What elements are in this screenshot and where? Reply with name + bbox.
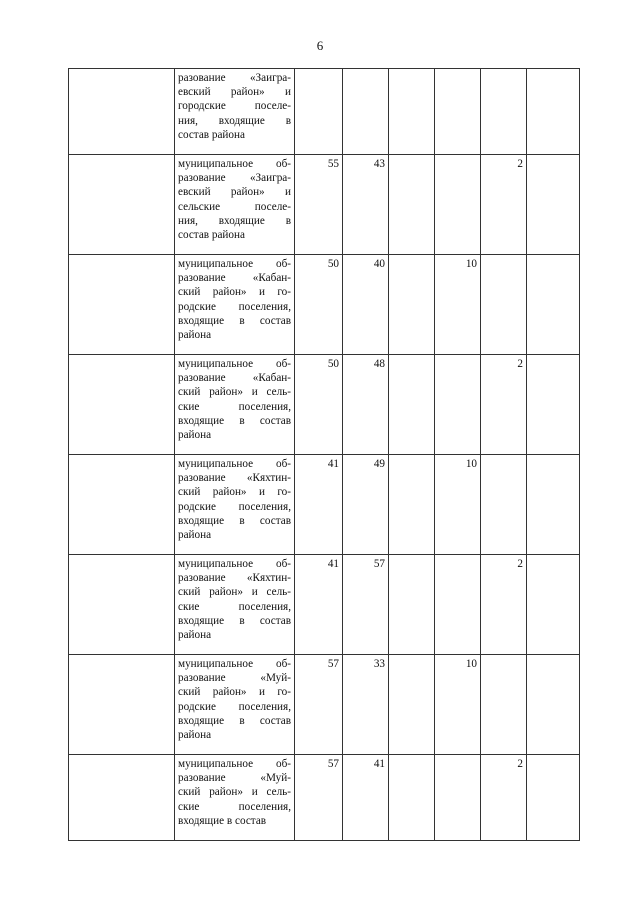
description-line: евский район» и [178, 186, 291, 199]
description-line: городские поселе- [178, 100, 291, 113]
description-line: разование «Заигра- [178, 72, 291, 84]
value-cell-c1: 57 [295, 655, 343, 755]
value-cell-c1: 50 [295, 255, 343, 355]
description-line: родские поселения, [178, 300, 291, 313]
description-line: родские поселения, [178, 700, 291, 713]
table-row [69, 255, 580, 355]
value-cell-c3 [389, 69, 435, 155]
value-cell-c2: 57 [343, 555, 389, 655]
value-cell-c4 [435, 755, 481, 841]
value-cell-c1: 57 [295, 755, 343, 841]
empty-cell [69, 255, 175, 355]
value-cell-c4 [435, 155, 481, 255]
allocation-table [68, 68, 580, 841]
table-row [69, 755, 580, 841]
description-line: муниципальное об- [178, 558, 291, 570]
description-line: муниципальное об- [178, 258, 291, 270]
description-line: входящие в состав [178, 814, 267, 827]
value-cell-c6 [527, 255, 580, 355]
description-line: евский район» и [178, 86, 291, 99]
value-cell-c3 [389, 755, 435, 841]
municipality-description [175, 155, 295, 255]
description-line: состав района [178, 229, 245, 242]
municipality-description [175, 655, 295, 755]
value-cell-c3 [389, 355, 435, 455]
value-cell-c2: 41 [343, 755, 389, 841]
value-cell-c3 [389, 155, 435, 255]
value-cell-c5: 2 [481, 155, 527, 255]
description-line: муниципальное об- [178, 658, 291, 670]
description-line: района [178, 629, 212, 642]
description-line: ский район» и сель- [178, 786, 291, 799]
municipality-description [175, 555, 295, 655]
description-line: района [178, 429, 212, 442]
table-row [69, 555, 580, 655]
value-cell-c6 [527, 355, 580, 455]
description-line: входящие в состав [178, 514, 291, 527]
description-line: района [178, 329, 212, 342]
empty-cell [69, 155, 175, 255]
description-line: ния, входящие в [178, 114, 291, 127]
table-row [69, 455, 580, 555]
value-cell-c1: 55 [295, 155, 343, 255]
empty-cell [69, 555, 175, 655]
description-line: ский район» и го- [178, 686, 291, 699]
value-cell-c5: 2 [481, 555, 527, 655]
empty-cell [69, 755, 175, 841]
empty-cell [69, 655, 175, 755]
value-cell-c5 [481, 255, 527, 355]
description-line: ские поселения, [178, 600, 291, 613]
description-line: разование «Кабан- [178, 372, 291, 385]
value-cell-c6 [527, 455, 580, 555]
value-cell-c5 [481, 455, 527, 555]
value-cell-c2: 40 [343, 255, 389, 355]
description-line: ский район» и сель- [178, 386, 291, 399]
description-line: разование «Кяхтин- [178, 572, 291, 585]
value-cell-c3 [389, 655, 435, 755]
table-row [69, 69, 580, 155]
description-line: разование «Заигра- [178, 172, 291, 185]
table-row [69, 655, 580, 755]
description-line: входящие в состав [178, 714, 291, 727]
municipality-description [175, 755, 295, 841]
value-cell-c2 [343, 69, 389, 155]
description-line: ский район» и го- [178, 486, 291, 499]
value-cell-c1: 50 [295, 355, 343, 455]
page-number: 6 [316, 38, 324, 53]
description-line: разование «Кяхтин- [178, 472, 291, 485]
description-line: ния, входящие в [178, 214, 291, 227]
description-line: муниципальное об- [178, 358, 291, 370]
description-line: ские поселения, [178, 400, 291, 413]
description-line: входящие в состав [178, 614, 291, 627]
municipality-description [175, 69, 295, 155]
table-body [69, 69, 580, 841]
value-cell-c1 [295, 69, 343, 155]
description-line: ский район» и сель- [178, 586, 291, 599]
description-line: ские поселения, [178, 800, 291, 813]
value-cell-c3 [389, 555, 435, 655]
description-line: разование «Муй- [178, 772, 291, 785]
value-cell-c4 [435, 555, 481, 655]
description-line: разование «Кабан- [178, 272, 291, 285]
table-row [69, 355, 580, 455]
value-cell-c2: 43 [343, 155, 389, 255]
description-line: входящие в состав [178, 314, 291, 327]
empty-cell [69, 69, 175, 155]
value-cell-c3 [389, 255, 435, 355]
value-cell-c2: 49 [343, 455, 389, 555]
value-cell-c4: 10 [435, 255, 481, 355]
description-line: района [178, 729, 212, 742]
description-line: муниципальное об- [178, 758, 291, 770]
value-cell-c1: 41 [295, 455, 343, 555]
value-cell-c5: 2 [481, 755, 527, 841]
value-cell-c6 [527, 155, 580, 255]
description-line: разование «Муй- [178, 672, 291, 685]
description-line: входящие в состав [178, 414, 291, 427]
description-line: ский район» и го- [178, 286, 291, 299]
description-line: родские поселения, [178, 500, 291, 513]
municipality-description [175, 255, 295, 355]
value-cell-c4: 10 [435, 455, 481, 555]
value-cell-c4 [435, 69, 481, 155]
description-line: сельские поселе- [178, 200, 291, 213]
value-cell-c1: 41 [295, 555, 343, 655]
description-line: района [178, 529, 212, 542]
value-cell-c2: 33 [343, 655, 389, 755]
municipality-description [175, 355, 295, 455]
value-cell-c4 [435, 355, 481, 455]
description-line: муниципальное об- [178, 458, 291, 470]
table-row [69, 155, 580, 255]
value-cell-c2: 48 [343, 355, 389, 455]
value-cell-c3 [389, 455, 435, 555]
value-cell-c5 [481, 69, 527, 155]
value-cell-c5 [481, 655, 527, 755]
value-cell-c6 [527, 655, 580, 755]
value-cell-c6 [527, 755, 580, 841]
description-line: муниципальное об- [178, 158, 291, 170]
value-cell-c6 [527, 555, 580, 655]
value-cell-c4: 10 [435, 655, 481, 755]
value-cell-c6 [527, 69, 580, 155]
empty-cell [69, 455, 175, 555]
empty-cell [69, 355, 175, 455]
municipality-description [175, 455, 295, 555]
value-cell-c5: 2 [481, 355, 527, 455]
description-line: состав района [178, 128, 245, 141]
